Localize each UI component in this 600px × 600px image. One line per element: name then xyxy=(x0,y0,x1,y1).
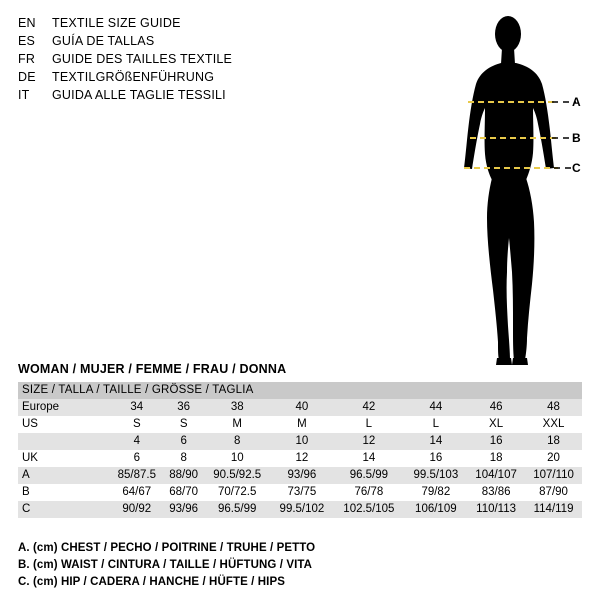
cell: 99.5/102 xyxy=(279,503,325,515)
cell: 83/86 xyxy=(481,486,511,498)
row-label xyxy=(18,433,110,450)
legend-row-a: A. (cm) CHEST / PECHO / POITRINE / TRUHE / PETTO xyxy=(18,542,316,554)
cell: L xyxy=(432,418,440,430)
cell: 110/113 xyxy=(476,503,517,515)
table-row xyxy=(18,501,582,518)
cell: 36 xyxy=(177,401,191,413)
language-row xyxy=(18,16,438,34)
table-row xyxy=(18,484,582,501)
table-header-row xyxy=(18,382,582,399)
measure-label-b: B xyxy=(572,131,581,145)
cell: 10 xyxy=(230,452,244,464)
cell: 6 xyxy=(133,452,140,464)
cell: 12 xyxy=(362,435,376,447)
language-text: GUIDA ALLE TAGLIE TESSILI xyxy=(52,88,226,102)
language-code: EN xyxy=(18,16,36,30)
measure-label-group xyxy=(430,8,590,368)
table-row xyxy=(18,433,582,450)
cell: 18 xyxy=(489,452,503,464)
cell: M xyxy=(232,418,242,430)
row-label: B xyxy=(22,486,30,498)
cell: 90.5/92.5 xyxy=(213,469,262,481)
cell: 79/82 xyxy=(421,486,451,498)
cell: 114/119 xyxy=(533,503,574,515)
table-header-label: SIZE / TALLA / TAILLE / GRÖSSE / TAGLIA xyxy=(22,384,254,396)
cell: 88/90 xyxy=(169,469,199,481)
cell: 4 xyxy=(133,435,140,447)
table-row xyxy=(18,416,582,433)
cell: 34 xyxy=(130,401,144,413)
cell: 76/78 xyxy=(354,486,384,498)
language-text: TEXTILE SIZE GUIDE xyxy=(52,16,181,30)
cell: 87/90 xyxy=(539,486,568,498)
table-row xyxy=(18,399,582,416)
row-label: US xyxy=(22,418,38,430)
cell: 85/87.5 xyxy=(117,469,156,481)
cell: 14 xyxy=(362,452,376,464)
cell: 8 xyxy=(180,452,187,464)
row-label: C xyxy=(22,503,31,515)
cell: 42 xyxy=(362,401,376,413)
language-row xyxy=(18,70,438,88)
cell: 16 xyxy=(429,452,443,464)
cell: 73/75 xyxy=(287,486,317,498)
cell: 64/67 xyxy=(122,486,152,498)
size-table xyxy=(18,382,582,518)
cell: 46 xyxy=(489,401,503,413)
cell: XXL xyxy=(542,418,565,430)
legend-row-b: B. (cm) WAIST / CINTURA / TAILLE / HÜFTUNG / VITA xyxy=(18,559,313,571)
cell: XL xyxy=(489,418,504,430)
cell: 70/72.5 xyxy=(218,486,257,498)
measure-label-a: A xyxy=(572,95,581,109)
cell: 18 xyxy=(547,435,560,447)
cell: 16 xyxy=(489,435,503,447)
cell: 8 xyxy=(234,435,241,447)
body-figure xyxy=(430,8,590,368)
row-label: UK xyxy=(22,452,38,464)
cell: S xyxy=(132,418,141,430)
cell: M xyxy=(297,418,307,430)
language-list xyxy=(18,16,438,106)
cell: 12 xyxy=(295,452,309,464)
cell: 93/96 xyxy=(287,469,317,481)
cell: 6 xyxy=(180,435,187,447)
cell: 104/107 xyxy=(475,469,517,481)
cell: L xyxy=(365,418,373,430)
measure-label-c: C xyxy=(572,161,581,175)
cell: 10 xyxy=(295,435,309,447)
language-text: GUIDE DES TAILLES TEXTILE xyxy=(52,52,233,66)
language-code: IT xyxy=(18,88,30,102)
cell: 106/109 xyxy=(415,503,457,515)
cell: 20 xyxy=(547,452,560,464)
language-code: FR xyxy=(18,52,36,66)
row-label: A xyxy=(22,469,30,481)
cell: 102.5/105 xyxy=(343,503,395,515)
language-text: TEXTILGRÖßENFÜHRUNG xyxy=(52,70,215,84)
cell: 96.5/99 xyxy=(218,503,257,515)
cell: 44 xyxy=(429,401,443,413)
section-title: WOMAN / MUJER / FEMME / FRAU / DONNA xyxy=(18,362,287,376)
cell: 96.5/99 xyxy=(349,469,389,481)
cell: 40 xyxy=(295,401,309,413)
cell: 107/110 xyxy=(533,469,574,481)
cell: S xyxy=(179,418,188,430)
language-code: ES xyxy=(18,34,36,48)
language-code: DE xyxy=(18,70,36,84)
language-row xyxy=(18,88,438,106)
language-row xyxy=(18,34,438,52)
table-row xyxy=(18,450,582,467)
row-label: Europe xyxy=(22,401,60,413)
language-text: GUÍA DE TALLAS xyxy=(52,34,155,48)
cell: 68/70 xyxy=(169,486,199,498)
cell: 14 xyxy=(429,435,443,447)
legend xyxy=(18,540,578,591)
cell: 48 xyxy=(547,401,560,413)
cell: 93/96 xyxy=(169,503,199,515)
table-row xyxy=(18,467,582,484)
legend-row-c: C. (cm) HIP / CADERA / HANCHE / HÜFTE / HIPS xyxy=(18,576,286,588)
language-row xyxy=(18,52,438,70)
cell: 99.5/103 xyxy=(413,469,459,481)
cell: 38 xyxy=(230,401,244,413)
cell: 90/92 xyxy=(122,503,152,515)
